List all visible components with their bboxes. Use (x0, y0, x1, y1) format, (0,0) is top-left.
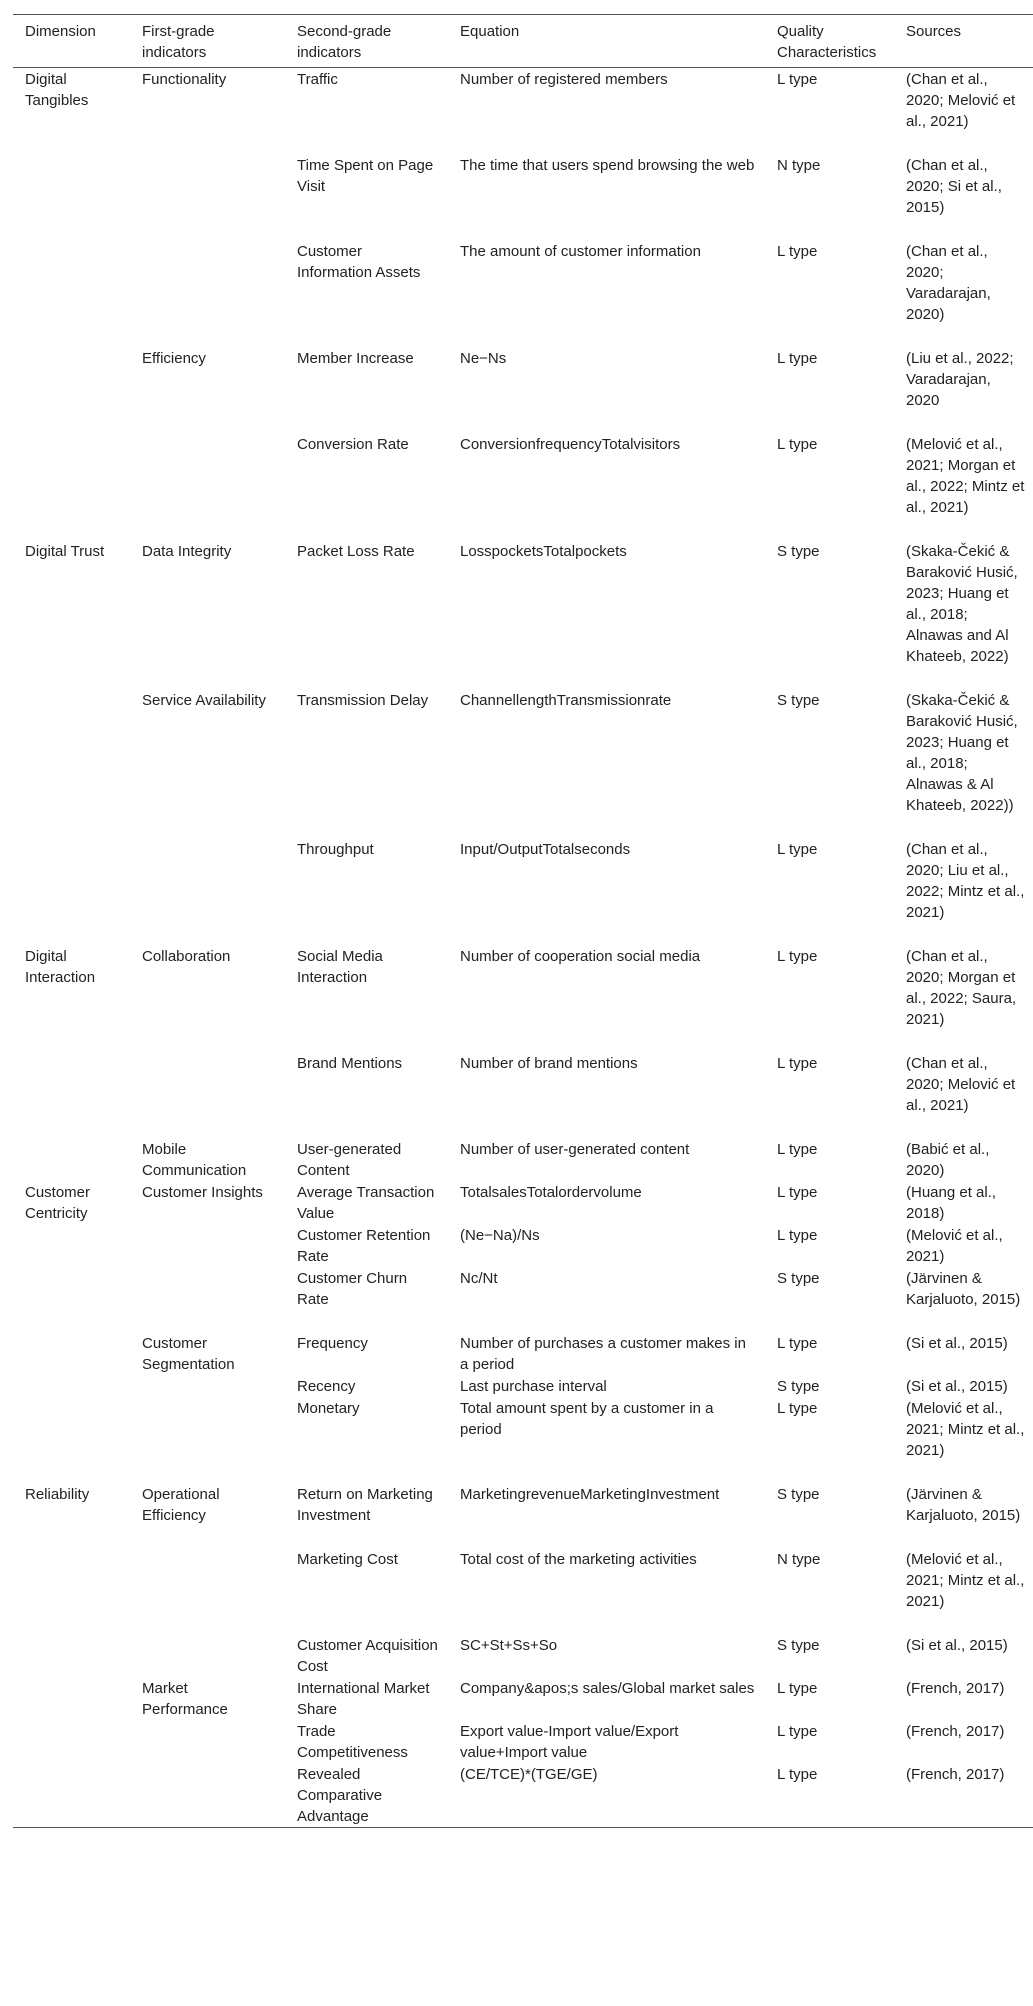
cell-first-grade (130, 1267, 285, 1332)
header-quality: Quality Characteristics (777, 23, 877, 61)
cell-first-grade: Customer Segmentation (142, 1335, 235, 1373)
table-row (13, 154, 1033, 240)
cell-first-grade (130, 1224, 285, 1267)
cell-equation: Number of brand mentions (460, 1055, 638, 1072)
table-row (13, 1720, 1033, 1763)
cell-dimension (13, 1634, 130, 1677)
cell-first-grade: Market Performance (142, 1680, 228, 1718)
cell-equation: Number of user-generated content (460, 1141, 690, 1158)
cell-dimension: Reliability (25, 1486, 90, 1503)
header-sources: Sources (906, 23, 962, 40)
cell-quality: L type (777, 1400, 818, 1417)
cell-dimension (13, 838, 130, 945)
cell-dimension (13, 1138, 130, 1181)
cell-dimension (13, 154, 130, 240)
cell-first-grade (130, 1375, 285, 1397)
cell-equation: MarketingrevenueMarketingInvestment (460, 1486, 720, 1503)
cell-quality: L type (777, 1227, 818, 1244)
table-row (13, 1181, 1033, 1224)
cell-sources: (French, 2017) (906, 1723, 1005, 1740)
cell-second-grade: Packet Loss Rate (297, 543, 415, 560)
cell-dimension (13, 1397, 130, 1483)
cell-second-grade: Customer Churn Rate (297, 1270, 408, 1308)
cell-sources: (Järvinen & Karjaluoto, 2015) (906, 1486, 1021, 1524)
cell-first-grade (130, 1548, 285, 1634)
header-second-grade: Second-grade indicators (297, 23, 392, 61)
cell-first-grade (130, 154, 285, 240)
cell-sources: (Skaka-Čekić & Baraković Husić, 2023; Huang et al., 2018; Alnawas & Al Khateeb, 2022)) (906, 692, 1018, 814)
cell-first-grade: Efficiency (142, 350, 206, 367)
cell-equation: ChannellengthTransmissionrate (460, 692, 672, 709)
cell-sources: (Melović et al., 2021; Mintz et al., 2021) (906, 1551, 1025, 1610)
table-row (13, 689, 1033, 838)
table-row (13, 1548, 1033, 1634)
cell-dimension (13, 1224, 130, 1267)
table-row (13, 347, 1033, 433)
cell-first-grade: Functionality (142, 71, 227, 88)
cell-dimension (13, 1720, 130, 1763)
table-header (13, 15, 1033, 68)
cell-first-grade (130, 838, 285, 945)
cell-quality: L type (777, 1723, 818, 1740)
cell-sources: (Si et al., 2015) (906, 1378, 1008, 1395)
table-row (13, 433, 1033, 540)
cell-sources: (Chan et al., 2020; Varadarajan, 2020) (906, 243, 991, 323)
cell-sources: (Melović et al., 2021) (906, 1227, 1003, 1265)
cell-equation: Nc/Nt (460, 1270, 498, 1287)
cell-first-grade: Data Integrity (142, 543, 232, 560)
cell-second-grade: Customer Information Assets (297, 243, 421, 281)
cell-sources: (Huang et al., 2018) (906, 1184, 997, 1222)
header-row (13, 15, 1033, 68)
cell-first-grade (130, 1634, 285, 1677)
cell-sources: (Chan et al., 2020; Melović et al., 2021) (906, 71, 1016, 130)
cell-second-grade: User-generated Content (297, 1141, 402, 1179)
cell-second-grade: Marketing Cost (297, 1551, 398, 1568)
cell-dimension (13, 1375, 130, 1397)
cell-second-grade: Revealed Comparative Advantage (297, 1766, 383, 1825)
cell-equation: (CE/TCE)*(TGE/GE) (460, 1766, 598, 1783)
cell-dimension (13, 1548, 130, 1634)
cell-quality: L type (777, 243, 818, 260)
cell-quality: L type (777, 350, 818, 367)
cell-quality: S type (777, 1637, 820, 1654)
cell-sources: (Melović et al., 2021; Morgan et al., 2022; Mintz et al., 2021) (906, 436, 1025, 516)
cell-sources: (Si et al., 2015) (906, 1637, 1008, 1654)
table-row (13, 1138, 1033, 1181)
cell-dimension (13, 689, 130, 838)
cell-second-grade: Average Transaction Value (297, 1184, 435, 1222)
table-row (13, 1677, 1033, 1720)
table-row (13, 1332, 1033, 1375)
cell-second-grade: Customer Acquisition Cost (297, 1637, 438, 1675)
table-row (13, 1763, 1033, 1828)
cell-sources: (Chan et al., 2020; Liu et al., 2022; Mintz et al., 2021) (906, 841, 1025, 921)
cell-second-grade: Customer Retention Rate (297, 1227, 431, 1265)
cell-first-grade: Collaboration (142, 948, 231, 965)
cell-first-grade: Customer Insights (142, 1184, 263, 1201)
cell-quality: L type (777, 948, 818, 965)
cell-dimension (13, 1267, 130, 1332)
cell-second-grade: Brand Mentions (297, 1055, 403, 1072)
cell-sources: (Melović et al., 2021; Mintz et al., 2021) (906, 1400, 1025, 1459)
cell-sources: (Liu et al., 2022; Varadarajan, 2020 (906, 350, 1014, 409)
cell-sources: (Si et al., 2015) (906, 1335, 1008, 1352)
cell-second-grade: International Market Share (297, 1680, 430, 1718)
table-row (13, 68, 1033, 155)
indicator-table (13, 14, 1033, 1828)
cell-dimension (13, 1677, 130, 1720)
table-row (13, 1375, 1033, 1397)
header-equation: Equation (460, 23, 520, 40)
cell-first-grade (130, 1052, 285, 1138)
cell-equation: Ne−Ns (460, 350, 507, 367)
cell-equation: ConversionfrequencyTotalvisitors (460, 436, 681, 453)
cell-equation: LosspocketsTotalpockets (460, 543, 627, 560)
cell-quality: L type (777, 1680, 818, 1697)
cell-dimension: Customer Centricity (25, 1184, 91, 1222)
cell-first-grade (130, 1720, 285, 1763)
cell-first-grade (130, 433, 285, 540)
table-row (13, 1397, 1033, 1483)
cell-sources: (Babić et al., 2020) (906, 1141, 990, 1179)
cell-dimension (13, 240, 130, 347)
cell-equation: SC+St+Ss+So (460, 1637, 558, 1654)
table-row (13, 1267, 1033, 1332)
cell-dimension (13, 1332, 130, 1375)
cell-second-grade: Conversion Rate (297, 436, 409, 453)
cell-second-grade: Return on Marketing Investment (297, 1486, 433, 1524)
cell-second-grade: Transmission Delay (297, 692, 429, 709)
cell-sources: (Chan et al., 2020; Morgan et al., 2022; Saura, 2021) (906, 948, 1017, 1028)
cell-quality: N type (777, 1551, 821, 1568)
table-row (13, 1483, 1033, 1548)
cell-first-grade (130, 240, 285, 347)
table-row (13, 540, 1033, 689)
cell-sources: (French, 2017) (906, 1680, 1005, 1697)
cell-sources: (Chan et al., 2020; Melović et al., 2021) (906, 1055, 1016, 1114)
table-row (13, 1052, 1033, 1138)
cell-dimension (13, 347, 130, 433)
cell-first-grade: Operational Efficiency (142, 1486, 220, 1524)
cell-quality: L type (777, 1055, 818, 1072)
cell-quality: L type (777, 1335, 818, 1352)
cell-quality: L type (777, 436, 818, 453)
cell-sources: (Chan et al., 2020; Si et al., 2015) (906, 157, 1002, 216)
cell-sources: (Järvinen & Karjaluoto, 2015) (906, 1270, 1021, 1308)
cell-second-grade: Monetary (297, 1400, 360, 1417)
cell-first-grade (130, 1763, 285, 1828)
cell-quality: S type (777, 1270, 820, 1287)
cell-second-grade: Frequency (297, 1335, 368, 1352)
cell-quality: L type (777, 71, 818, 88)
cell-equation: The time that users spend browsing the web (460, 157, 755, 174)
cell-second-grade: Member Increase (297, 350, 414, 367)
cell-quality: S type (777, 543, 820, 560)
cell-equation: The amount of customer information (460, 243, 701, 260)
cell-second-grade: Recency (297, 1378, 356, 1395)
cell-equation: Number of purchases a customer makes in a period (460, 1335, 746, 1373)
cell-equation: Number of registered members (460, 71, 668, 88)
table-body (13, 68, 1033, 1828)
cell-dimension (13, 1763, 130, 1828)
cell-second-grade: Time Spent on Page Visit (297, 157, 434, 195)
cell-quality: S type (777, 1486, 820, 1503)
cell-equation: (Ne−Na)/Ns (460, 1227, 540, 1244)
header-dimension: Dimension (25, 23, 96, 40)
cell-quality: L type (777, 1141, 818, 1158)
cell-first-grade: Service Availability (142, 692, 266, 709)
cell-equation: Number of cooperation social media (460, 948, 701, 965)
cell-dimension: Digital Tangibles (25, 71, 89, 109)
cell-first-grade (130, 1397, 285, 1483)
cell-second-grade: Trade Competitiveness (297, 1723, 408, 1761)
cell-equation: Input/OutputTotalseconds (460, 841, 631, 858)
table-row (13, 838, 1033, 945)
header-first-grade: First-grade indicators (142, 23, 215, 61)
cell-second-grade: Traffic (297, 71, 338, 88)
cell-equation: TotalsalesTotalordervolume (460, 1184, 642, 1201)
cell-equation: Last purchase interval (460, 1378, 607, 1395)
cell-dimension: Digital Trust (25, 543, 105, 560)
cell-sources: (French, 2017) (906, 1766, 1005, 1783)
cell-quality: L type (777, 1184, 818, 1201)
cell-dimension: Digital Interaction (25, 948, 96, 986)
table-row (13, 240, 1033, 347)
cell-equation: Total amount spent by a customer in a period (460, 1400, 714, 1438)
cell-equation: Export value-Import value/Export value+Import value (460, 1723, 679, 1761)
cell-quality: S type (777, 1378, 820, 1395)
cell-sources: (Skaka-Čekić & Baraković Husić, 2023; Huang et al., 2018; Alnawas and Al Khateeb, 2022) (906, 543, 1018, 665)
cell-second-grade: Social Media Interaction (297, 948, 383, 986)
cell-quality: L type (777, 1766, 818, 1783)
cell-dimension (13, 1052, 130, 1138)
table-row (13, 1634, 1033, 1677)
cell-quality: L type (777, 841, 818, 858)
cell-first-grade: Mobile Communication (142, 1141, 247, 1179)
cell-quality: N type (777, 157, 821, 174)
table-row (13, 1224, 1033, 1267)
cell-equation: Total cost of the marketing activities (460, 1551, 697, 1568)
table-row (13, 945, 1033, 1052)
cell-dimension (13, 433, 130, 540)
cell-quality: S type (777, 692, 820, 709)
cell-second-grade: Throughput (297, 841, 374, 858)
cell-equation: Company&apos;s sales/Global market sales (460, 1680, 755, 1697)
